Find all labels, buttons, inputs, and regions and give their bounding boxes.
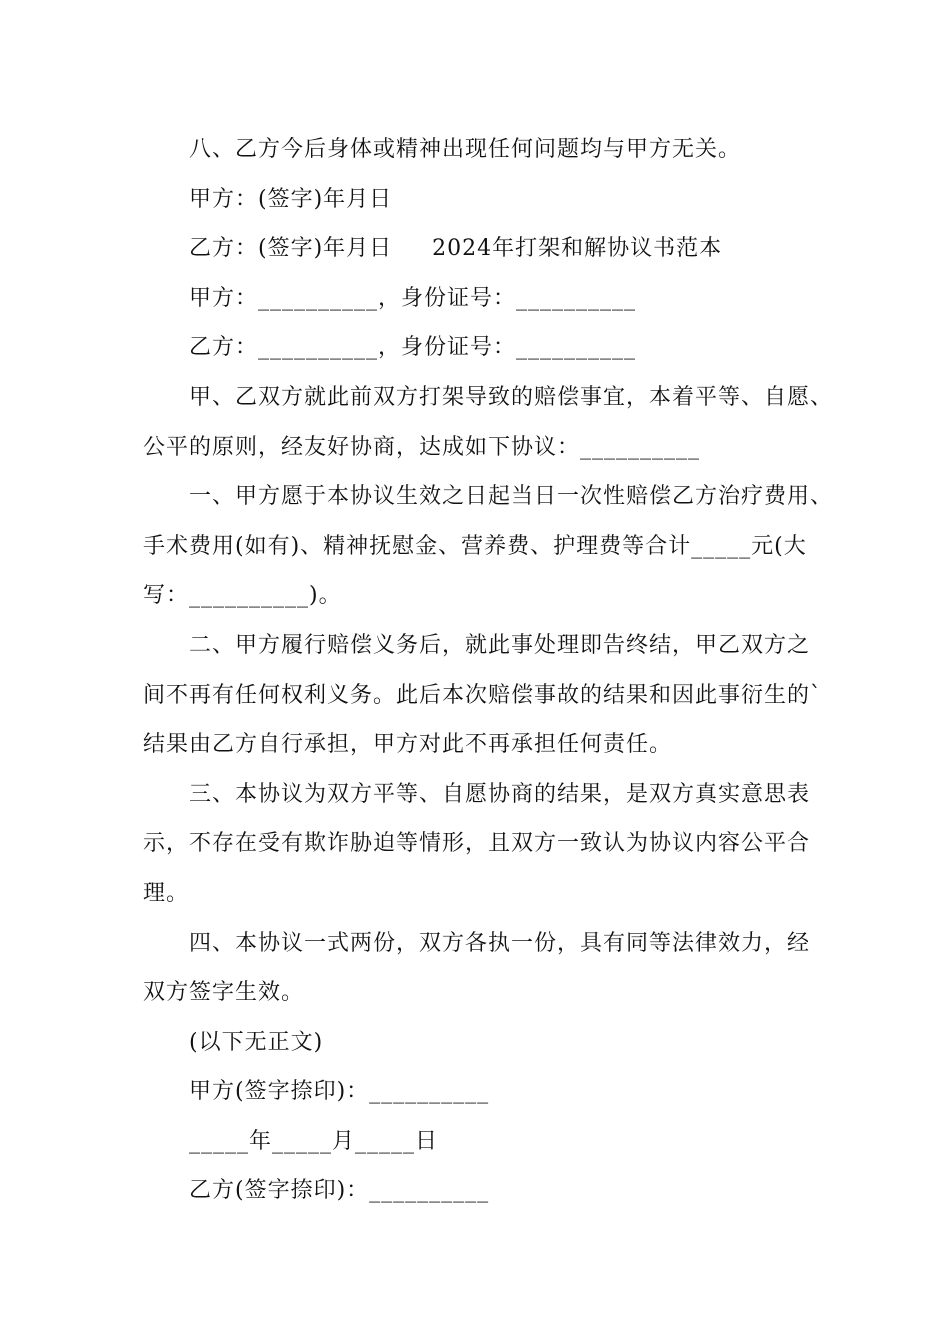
clause-two-line-1: 二、甲方履行赔偿义务后，就此事处理即告终结，甲乙双方之 [189, 632, 811, 658]
party-a-id-line: 甲方：__________，身份证号：__________ [189, 285, 637, 311]
agreement-body [143, 125, 834, 1216]
clause-three-line-3: 理。 [143, 880, 190, 906]
end-of-text-note: (以下无正文) [189, 1029, 324, 1055]
clause-one-line-3: 写：__________)。 [143, 583, 342, 609]
clause-three-line-2: 示，不存在受有欺诈胁迫等情形，且双方一致认为协议内容公平合 [143, 831, 811, 857]
clause-four-line-1: 四、本协议一式两份，双方各执一份，具有同等法律效力，经 [189, 930, 811, 956]
party-b-signature-line [143, 224, 823, 274]
party-b-id-line: 乙方：__________，身份证号：__________ [189, 335, 637, 361]
clause-one-line-1: 一、甲方愿于本协议生效之日起当日一次性赔偿乙方治疗费用、 [189, 484, 834, 510]
party-a-fingerprint-signature: 甲方(签字捺印)：__________ [189, 1079, 490, 1105]
clause-one-line-2: 手术费用(如有)、精神抚慰金、营养费、护理费等合计_____元(大 [143, 533, 807, 559]
clause-two-line-2: 间不再有任何权利义务。此后本次赔偿事故的结果和因此事衍生的` [143, 682, 823, 708]
party-a-signature-line: 甲方：(签字)年月日 [189, 186, 393, 212]
clause-eight: 八、乙方今后身体或精神出现任何问题均与甲方无关。 [189, 137, 742, 162]
party-b-fingerprint-signature: 乙方(签字捺印)：__________ [189, 1178, 490, 1204]
clause-four-line-2: 双方签字生效。 [143, 980, 305, 1006]
preamble-line-2: 公平的原则，经友好协商，达成如下协议：__________ [143, 434, 701, 460]
document-title: 2024年打架和解协议书范本 [432, 236, 723, 262]
date-line: _____年_____月_____日 [189, 1128, 439, 1154]
party-b-signature-text: 乙方：(签字)年月日 [189, 236, 393, 262]
clause-three-line-1: 三、本协议为双方平等、自愿协商的结果，是双方真实意思表 [189, 781, 811, 807]
clause-two-line-3: 结果由乙方自行承担，甲方对此不再承担任何责任。 [143, 732, 673, 758]
preamble-line-1: 甲、乙双方就此前双方打架导致的赔偿事宜，本着平等、自愿、 [189, 384, 834, 410]
